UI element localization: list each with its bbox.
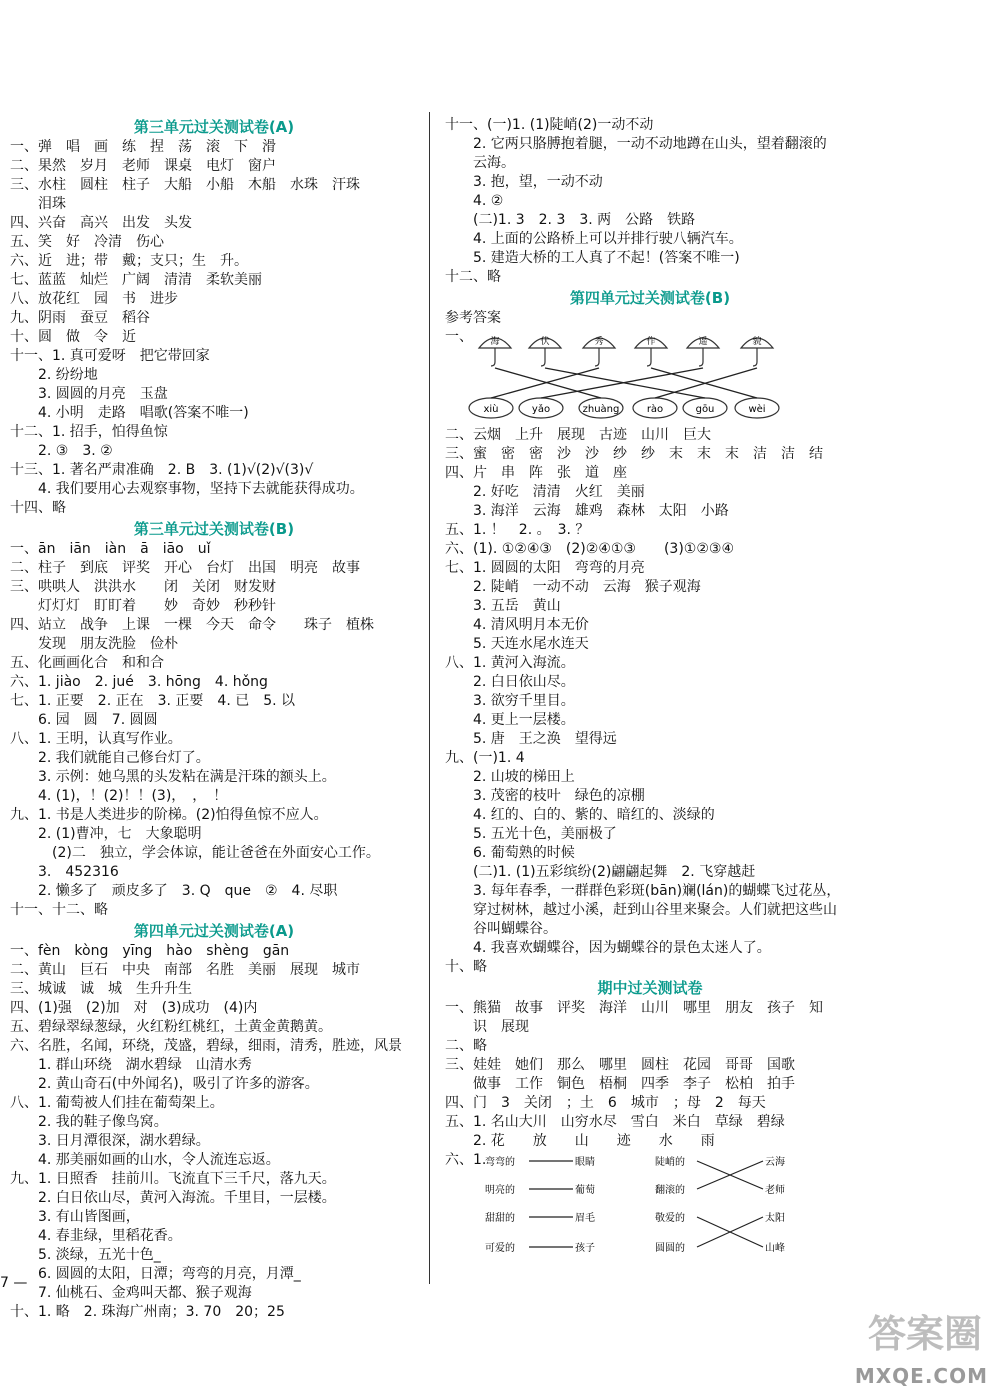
answer-line: 2. 它两只胳膊抱着腿，一动不动地蹲在山头，望着翻滚的 xyxy=(445,136,827,152)
match-word: 眼睛 xyxy=(575,1157,595,1168)
answer-line: 四、(1)强 (2)加 对 (3)成功 (4)内 xyxy=(10,1000,258,1016)
answer-line: 4. 上面的公路桥上可以并排行驶八辆汽车。 xyxy=(445,231,743,247)
page-number: 7 — xyxy=(0,1275,28,1291)
answer-line: 4. 红的、白的、紫的、暗红的、淡绿的 xyxy=(445,807,715,823)
pinyin-label: xiù xyxy=(483,404,499,415)
answer-line: 2. 懒多了 顽皮多了 3. Q que ② 4. 尽职 xyxy=(10,883,338,899)
answer-line: 泪珠 xyxy=(10,196,66,212)
section-body-unit4-b xyxy=(445,426,855,977)
reference-answers-label: 参考答案 xyxy=(445,310,501,326)
answer-line: (2)二 独立，学会体谅，能让爸爸在外面安心工作。 xyxy=(10,845,380,861)
section-body-unit4-a xyxy=(10,942,418,1322)
answer-line: 八、放花红 园 书 进步 xyxy=(10,291,178,307)
answer-line: 四、兴奋 高兴 出发 头发 xyxy=(10,215,192,231)
match-word: 敬爱的 xyxy=(655,1213,685,1224)
answer-line: 3. 茂密的枝叶 绿色的凉棚 xyxy=(445,788,645,804)
answer-line: 5. 淡绿，五光十色_ xyxy=(10,1247,161,1263)
answer-line: 云海。 xyxy=(445,155,515,171)
answer-line: 九、(一)1. 4 xyxy=(445,750,525,766)
section-body-unit3-a xyxy=(10,138,418,518)
section-body-midterm xyxy=(445,999,855,1151)
answer-line: 2. 陡峭 一动不动 云海 猴子观海 xyxy=(445,579,701,595)
answer-line: 十、圆 做 令 近 xyxy=(10,329,136,345)
answer-line: 五、1. 名山大川 山穷水尽 雪白 米白 草绿 碧绿 xyxy=(445,1114,785,1130)
answer-line: 2. 我们就能自己修台灯了。 xyxy=(10,750,210,766)
answer-line: 四、片 串 阵 张 道 座 xyxy=(445,465,627,481)
answer-line: 八、1. 葡萄被人们挂在葡萄架上。 xyxy=(10,1095,224,1111)
answer-line: 6. 圆圆的太阳，日潭；弯弯的月亮，月潭_ xyxy=(10,1266,301,1282)
umbrella-matching-figure xyxy=(465,328,795,426)
answer-line: 3. 海洋 云海 雄鸡 森林 太阳 小路 xyxy=(445,503,729,519)
answer-line: 7. 仙桃石、金鸡叫天都、猴子观海 xyxy=(10,1285,252,1301)
umbrella-matching-exercise xyxy=(445,328,855,426)
pinyin-label: gōu xyxy=(695,404,715,415)
match-word: 葡萄 xyxy=(575,1185,595,1196)
match-word: 甜甜的 xyxy=(485,1213,515,1224)
match-word: 眉毛 xyxy=(575,1213,595,1224)
question-label: 一、 xyxy=(445,329,473,345)
answer-line: 二、黄山 巨石 中央 南部 名胜 美丽 展现 城市 xyxy=(10,962,360,978)
answer-line: 九、1. 日照香 挂前川。飞流直下三千尺，落九天。 xyxy=(10,1171,336,1187)
answer-line: 十二、略 xyxy=(445,269,501,285)
right-column xyxy=(445,116,855,1263)
section-heading-unit4-b: 第四单元过关测试卷(B) xyxy=(569,289,731,307)
answer-line: 4. 春韭绿，里稻花香。 xyxy=(10,1228,182,1244)
match-word: 山峰 xyxy=(765,1243,785,1254)
answer-line: 4. 更上一层楼。 xyxy=(445,712,575,728)
answer-line: 六、近 进；带 戴；支只；生 升。 xyxy=(10,253,248,269)
answer-line: 三、蜜 密 密 沙 沙 纱 纱 末 末 末 洁 洁 结 xyxy=(445,446,823,462)
section-heading-midterm: 期中过关测试卷 xyxy=(597,979,703,997)
match-word: 陡峭的 xyxy=(655,1157,685,1168)
answer-line: 一、ān iān iàn ā iāo uǐ xyxy=(10,541,211,557)
pinyin-label: zhuàng xyxy=(582,404,620,415)
answer-line: 十一、十二、略 xyxy=(10,902,108,918)
column-divider xyxy=(429,112,430,1284)
answer-line: 识 展现 xyxy=(445,1019,529,1035)
answer-line: 4. 我喜欢蝴蝶谷，因为蝴蝶谷的景色太迷人了。 xyxy=(445,940,771,956)
answer-line: (二)1. (1)五彩缤纷(2)翩翩起舞 2. 飞穿越赶 xyxy=(445,864,756,880)
answer-line: 九、1. 书是人类进步的阶梯。(2)怕得鱼惊不应人。 xyxy=(10,807,328,823)
answer-line: 5. 唐 王之涣 望得远 xyxy=(445,731,617,747)
answer-line: 七、蓝蓝 灿烂 广阔 清清 柔软美丽 xyxy=(10,272,262,288)
answer-line: 3. 圆圆的月亮 玉盘 xyxy=(10,386,168,402)
pinyin-label: rào xyxy=(646,404,664,415)
umbrella-char: 伏 xyxy=(540,337,550,347)
answer-line: 2. 黄山奇石(中外闻名)，吸引了许多的游客。 xyxy=(10,1076,319,1092)
answer-line: 五、1. ！ 2. 。 3. ？ xyxy=(445,522,590,538)
answer-line: 八、1. 黄河入海流。 xyxy=(445,655,575,671)
pinyin-label: wèi xyxy=(748,404,766,415)
answer-line: 五、笑 好 冷清 伤心 xyxy=(10,234,164,250)
answer-line: 二、略 xyxy=(445,1038,487,1054)
match-word: 太阳 xyxy=(765,1213,785,1224)
answer-line: 七、1. 正要 2. 正在 3. 正要 4. 已 5. 以 xyxy=(10,693,296,709)
word-matching-exercise xyxy=(445,1151,855,1263)
match-word: 翻滚的 xyxy=(655,1185,685,1196)
watermark-title: 答案圈 xyxy=(867,1312,982,1356)
answer-line: 十、1. 略 2. 珠海广州南；3. 70 20；25 xyxy=(10,1304,285,1320)
answer-line: 3. 452316 xyxy=(10,864,119,880)
answer-line: 6. 园 圆 7. 圆圆 xyxy=(10,712,158,728)
section-heading-unit3-b: 第三单元过关测试卷(B) xyxy=(133,520,295,538)
answer-line: 发现 朋友洗脸 俭朴 xyxy=(10,636,178,652)
answer-line: 九、阴雨 蚕豆 稻谷 xyxy=(10,310,150,326)
answer-line: 2. 纷纷地 xyxy=(10,367,98,383)
answer-line: 2. 好吃 清清 火红 美丽 xyxy=(445,484,645,500)
answer-line: 1. 群山环绕 湖水碧绿 山清水秀 xyxy=(10,1057,252,1073)
answer-line: 三、哄哄人 洪洪水 闭 关闭 财发财 xyxy=(10,579,276,595)
section-body-unit4-a-cont xyxy=(445,116,855,287)
answer-line: 3. 五岳 黄山 xyxy=(445,598,561,614)
umbrella-char: 遥 xyxy=(698,337,708,347)
answer-line: 六、名胜，名闻，环绕，茂盛，碧绿，细雨，清秀，胜迹，风景 xyxy=(10,1038,402,1054)
answer-line: 3. 每年春季，一群群色彩斑(bān)斓(lán)的蝴蝶飞过花丛， xyxy=(445,883,841,899)
answer-line: 一、弹 唱 画 练 捏 荡 滚 下 滑 xyxy=(10,139,276,155)
section-heading-unit3-a: 第三单元过关测试卷(A) xyxy=(133,118,295,136)
answer-line: 十三、1. 著名严肃准确 2. B 3. (1)√(2)√(3)√ xyxy=(10,462,314,478)
answer-line: 4. (1)，！(2)！！(3)， ， ！ xyxy=(10,788,228,804)
answer-line: 6. 葡萄熟的时候 xyxy=(445,845,575,861)
answer-line: 2. 白日依山尽，黄河入海流。千里目，一层楼。 xyxy=(10,1190,336,1206)
umbrella-char: 作 xyxy=(646,337,656,347)
match-word: 明亮的 xyxy=(485,1185,515,1196)
watermark-url: MXQE.COM xyxy=(854,1364,988,1388)
answer-line: 做事 工作 铜色 梧桐 四季 李子 松柏 拍手 xyxy=(445,1076,795,1092)
answer-line: 十、略 xyxy=(445,959,487,975)
answer-line: 4. 小明 走路 唱歌(答案不唯一) xyxy=(10,405,249,421)
answer-line: 五、化画画化合 和和合 xyxy=(10,655,164,671)
answer-line: 十一、1. 真可爱呀 把它带回家 xyxy=(10,348,210,364)
answer-line: 2. 白日依山尽。 xyxy=(445,674,575,690)
answer-line: 5. 天连水尾水连天 xyxy=(445,636,589,652)
answer-line: 2. (1)曹冲，七 大象聪明 xyxy=(10,826,202,842)
answer-line: 三、城诚 诚 城 生升升生 xyxy=(10,981,192,997)
match-word: 云海 xyxy=(765,1157,785,1168)
answer-line: 谷叫蝴蝶谷。 xyxy=(445,921,557,937)
answer-line: 四、站立 战争 上课 一棵 今天 命令 珠子 植株 xyxy=(10,617,374,633)
section-body-unit3-b xyxy=(10,540,418,920)
answer-line: 5. 建造大桥的工人真了不起！(答案不唯一) xyxy=(445,250,740,266)
answer-line: 3. 欲穷千里目。 xyxy=(445,693,575,709)
answer-line: 2. 山坡的梯田上 xyxy=(445,769,575,785)
answer-line: 四、门 3 关闭 ；土 6 城市 ；母 2 每天 xyxy=(445,1095,766,1111)
answer-line: 一、熊猫 故事 评奖 海洋 山川 哪里 朋友 孩子 知 xyxy=(445,1000,823,1016)
answer-line: 五、碧绿翠绿葱绿，火红粉红桃红，土黄金黄鹅黄。 xyxy=(10,1019,332,1035)
answer-line: 2. 我的鞋子像鸟窝。 xyxy=(10,1114,168,1130)
umbrella-char: 秀 xyxy=(594,337,604,347)
answer-line: 一、fèn kòng yīng hào shèng gān xyxy=(10,943,290,959)
answer-line: 二、果然 岁月 老师 课桌 电灯 窗户 xyxy=(10,158,276,174)
answer-line: 六、1. jiào 2. jué 3. hōng 4. hǒng xyxy=(10,674,268,690)
match-word: 弯弯的 xyxy=(485,1157,515,1168)
answer-line: 二、云烟 上升 展现 古迹 山川 巨大 xyxy=(445,427,711,443)
answer-line: 二、柱子 到底 评奖 开心 台灯 出国 明亮 故事 xyxy=(10,560,360,576)
answer-line: 4. ② xyxy=(445,193,504,209)
match-word: 老师 xyxy=(765,1185,785,1196)
answer-line: 4. 那美丽如画的山水，令人流连忘返。 xyxy=(10,1152,280,1168)
word-matching-figure xyxy=(465,1151,855,1263)
answer-line: 3. 示例：她乌黑的头发粘在满是汗珠的额头上。 xyxy=(10,769,336,785)
answer-line: 3. 有山皆图画， xyxy=(10,1209,140,1225)
answer-line: 3. 日月潭很深，湖水碧绿。 xyxy=(10,1133,210,1149)
answer-line: 七、1. 圆圆的太阳 弯弯的月亮 xyxy=(445,560,645,576)
pinyin-label: yǎo xyxy=(531,404,551,415)
answer-line: 十四、略 xyxy=(10,500,66,516)
answer-line: 穿过树林，越过小溪，赶到山谷里来聚会。人们就把这些山 xyxy=(445,902,837,918)
answer-line: 4. 清风明月本无价 xyxy=(445,617,589,633)
left-column xyxy=(10,116,418,1322)
answer-line: 2. 花 放 山 迹 水 雨 xyxy=(445,1133,715,1149)
question-label: 六、1. xyxy=(445,1152,487,1168)
answer-line: 三、水柱 圆柱 柱子 大船 小船 木船 水珠 汗珠 xyxy=(10,177,360,193)
answer-line: 4. 我们要用心去观察事物，坚持下去就能获得成功。 xyxy=(10,481,364,497)
answer-line: 十二、1. 招手，怕得鱼惊 xyxy=(10,424,168,440)
answer-line: 2. ③ 3. ② xyxy=(10,443,113,459)
answer-line: 六、(1). ①②④③ (2)②④①③ (3)①②③④ xyxy=(445,541,735,557)
umbrella-char: 海 xyxy=(490,337,500,347)
section-heading-unit4-a: 第四单元过关测试卷(A) xyxy=(133,922,295,940)
match-word: 孩子 xyxy=(575,1243,595,1254)
answer-line: (二)1. 3 2. 3 3. 两 公路 铁路 xyxy=(445,212,696,228)
match-word: 可爱的 xyxy=(485,1243,515,1254)
answer-line: 十一、(一)1. (1)陡峭(2)一动不动 xyxy=(445,117,654,133)
answer-line: 灯灯灯 盯盯着 妙 奇妙 秒秒针 xyxy=(10,598,276,614)
answer-line: 八、1. 王明，认真写作业。 xyxy=(10,731,182,747)
umbrella-char: 貌 xyxy=(752,337,762,347)
answer-line: 3. 抱，望，一动不动 xyxy=(445,174,603,190)
match-word: 圆圆的 xyxy=(655,1243,685,1254)
answer-line: 三、娃娃 她们 那么 哪里 圆柱 花园 哥哥 国歌 xyxy=(445,1057,795,1073)
answer-line: 5. 五光十色，美丽极了 xyxy=(445,826,617,842)
